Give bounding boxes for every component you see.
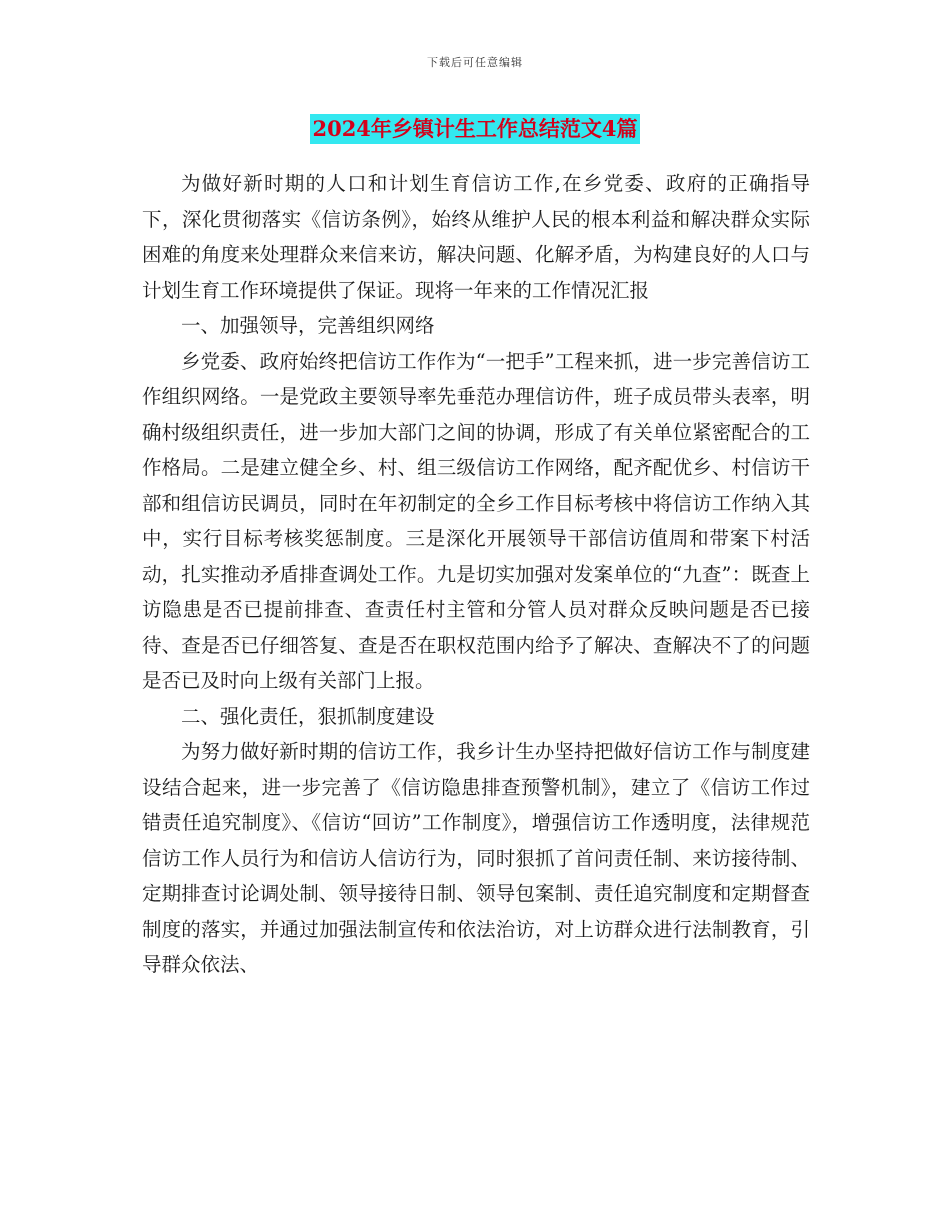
title-container: [0, 114, 950, 144]
document-body: [142, 166, 810, 983]
paragraph-intro: 为做好新时期的人口和计划生育信访工作,在乡党委、政府的正确指导下，深化贯彻落实《信访条例》，始终从维护人民的根本利益和解决群众实际困难的角度来处理群众来信来访，解决问题、化解矛盾，为构建良好的人口与计划生育工作环境提供了保证。现将一年来的工作情况汇报: [142, 172, 810, 302]
paragraph-section-1: 乡党委、政府始终把信访工作作为“一把手”工程来抓，进一步完善信访工作组织网络。一是党政主要领导率先垂范办理信访件，班子成员带头表率，明确村级组织责任，进一步加大部门之间的协调，形成了有关单位紧密配合的工作格局。二是建立健全乡、村、组三级信访工作网络，配齐配优乡、村信访干部和组信访民调员，同时在年初制定的全乡工作目标考核中将信访工作纳入其中，实行目标考核奖惩制度。三是深化开展领导干部信访值周和带案下村活动，扎实推动矛盾排查调处工作。九是切实加强对发案单位的“九查”：既查上访隐患是否已提前排查、查责任村主管和分管人员对群众反映问题是否已接待、查是否已仔细答复、查是否在职权范围内给予了解决、查解决不了的问题是否已及时向上级有关部门上报。: [142, 349, 810, 692]
section-heading-1: 一、加强领导，完善组织网络: [181, 314, 435, 337]
header-note: 下载后可任意编辑: [427, 56, 523, 69]
document-title: 2024年乡镇计生工作总结范文4篇: [310, 114, 639, 144]
section-heading-2: 二、强化责任，狠抓制度建设: [181, 704, 435, 728]
paragraph-section-2: 为努力做好新时期的信访工作，我乡计生办坚持把做好信访工作与制度建设结合起来，进一步完善了《信访隐患排查预警机制》，建立了《信访工作过错责任追究制度》、《信访“回访”工作制度》，增强信访工作透明度，法律规范信访工作人员行为和信访人信访行为，同时狠抓了首问责任制、来访接待制、定期排查讨论调处制、领导接待日制、领导包案制、责任追究制度和定期督查制度的落实，并通过加强法制宣传和依法治访，对上访群众进行法制教育，引导群众依法、: [142, 740, 810, 976]
